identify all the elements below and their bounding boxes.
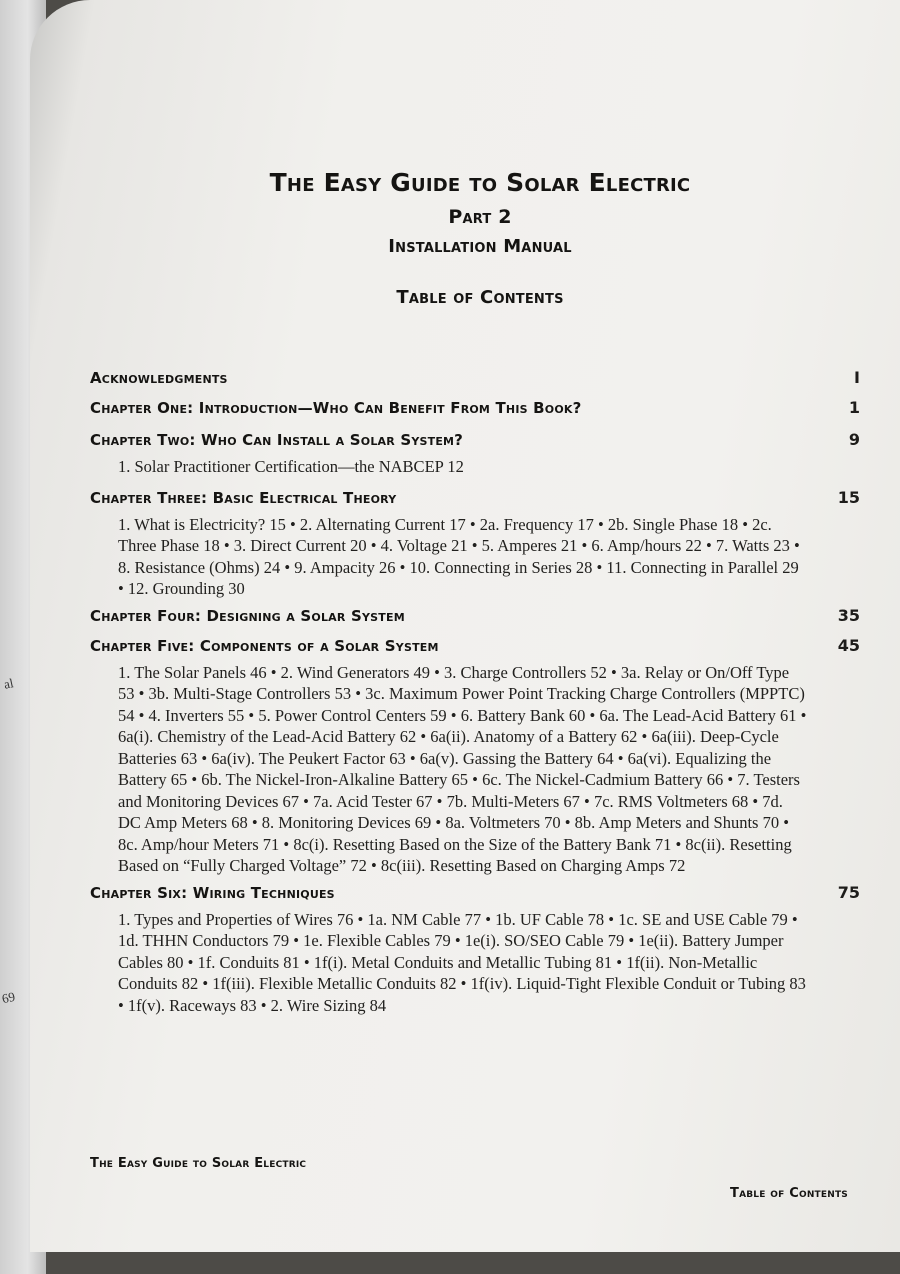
book-title: The Easy Guide to Solar Electric [269, 168, 691, 197]
toc-page-number: 35 [837, 605, 860, 625]
toc-page-number: 15 [837, 487, 860, 507]
toc-title: Chapter Four: Designing a Solar System [90, 606, 405, 625]
toc-topics: 1. The Solar Panels 46 • 2. Wind Generators 49 • 3. Charge Controllers 52 • 3a. Relay or On/Off Type 53 • 3b. Multi-Stage Controllers 53 • 3c. Maximum Power Point Tracking Charge Controllers (MPPTC) 54 • 4. Inverters 55 • 5. Power Control Centers 59 • 6. Battery Bank 60 • 6a. The Lead-Acid Battery 61 • 6a(i). Chemistry of the Lead-Acid Battery 62 • 6a(ii). Anatomy of a Battery 62 • 6a(iii). Deep-Cycle Batteries 63 • 6a(iv). The Peukert Factor 63 • 6a(v). Gassing the Battery 64 • 6a(vi). Equalizing the Battery 65 • 6b. The Nickel-Iron-Alkaline Battery 65 • 6c. The Nickel-Cadmium Battery 66 • 7. Testers and Monitoring Devices 67 • 7a. Acid Tester 67 • 7b. Multi-Meters 67 • 7c. RMS Voltmeters 68 • 7d. DC Amp Meters 68 • 8. Monitoring Devices 69 • 8a. Voltmeters 70 • 8b. Amp Meters and Shunts 70 • 8c. Amp/hour Meters 71 • 8c(i). Resetting Based on the Size of the Battery Bank 71 • 8c(ii). Resetting Based on “Fully Charged Voltage” 72 • 8c(iii). Resetting Based on Charging Amps 72 [118, 662, 807, 875]
adjacent-page-fragment: 69 [0, 988, 17, 1007]
subtitle: Installation Manual [388, 236, 572, 257]
toc-entry-chapter-one [90, 398, 860, 418]
toc-title: Acknowledgments [90, 369, 228, 387]
toc-page-number: I [854, 368, 860, 387]
running-footer-title: The Easy Guide to Solar Electric [90, 1156, 307, 1171]
toc-entry-chapter-two [90, 430, 860, 478]
toc-page-number: 45 [837, 635, 860, 655]
toc-entry-acknowledgments [90, 368, 860, 388]
toc-entry-chapter-three [90, 488, 860, 600]
part-label: Part 2 [448, 206, 512, 228]
toc-page-number: 9 [848, 430, 860, 449]
running-footer-section: Table of Contents [730, 1186, 848, 1201]
toc-title: Chapter Three: Basic Electrical Theory [90, 488, 397, 507]
toc-entry-chapter-five [90, 636, 860, 877]
toc-title: Chapter Six: Wiring Techniques [90, 883, 335, 902]
book-page [30, 0, 900, 1252]
toc-topics: 1. Solar Practitioner Certification—the NABCEP 12 [118, 457, 464, 476]
toc-entry-chapter-six [90, 883, 860, 1017]
toc-page-number: 1 [848, 398, 860, 417]
section-heading: Table of Contents [396, 287, 564, 308]
toc-title: Chapter One: Introduction—Who Can Benefit From This Book? [90, 399, 582, 417]
toc-page-number: 75 [837, 882, 860, 902]
adjacent-page-fragment: al [2, 675, 15, 692]
toc-title: Chapter Five: Components of a Solar System [90, 636, 439, 655]
toc-title: Chapter Two: Who Can Install a Solar System? [90, 431, 464, 449]
toc-entry-chapter-four [90, 606, 860, 626]
toc-topics: 1. What is Electricity? 15 • 2. Alternating Current 17 • 2a. Frequency 17 • 2b. Single Phase 18 • 2c. Three Phase 18 • 3. Direct Current 20 • 4. Voltage 21 • 5. Amperes 21 • 6. Amp/hours 22 • 7. Watts 23 • 8. Resistance (Ohms) 24 • 9. Ampacity 26 • 10. Connecting in Series 28 • 11. Connecting in Parallel 29 • 12. Grounding 30 [118, 514, 800, 598]
table-of-contents [90, 368, 860, 1016]
toc-topics: 1. Types and Properties of Wires 76 • 1a. NM Cable 77 • 1b. UF Cable 78 • 1c. SE and USE Cable 79 • 1d. THHN Conductors 79 • 1e. Flexible Cables 79 • 1e(i). SO/SEO Cable 79 • 1e(ii). Battery Jumper Cables 80 • 1f. Conduits 81 • 1f(i). Metal Conduits and Metallic Tubing 81 • 1f(ii). Non-Metallic Conduits 82 • 1f(iii). Flexible Metallic Conduits 82 • 1f(iv). Liquid-Tight Flexible Conduit or Tubing 83 • 1f(v). Raceways 83 • 2. Wire Sizing 84 [118, 909, 806, 1015]
